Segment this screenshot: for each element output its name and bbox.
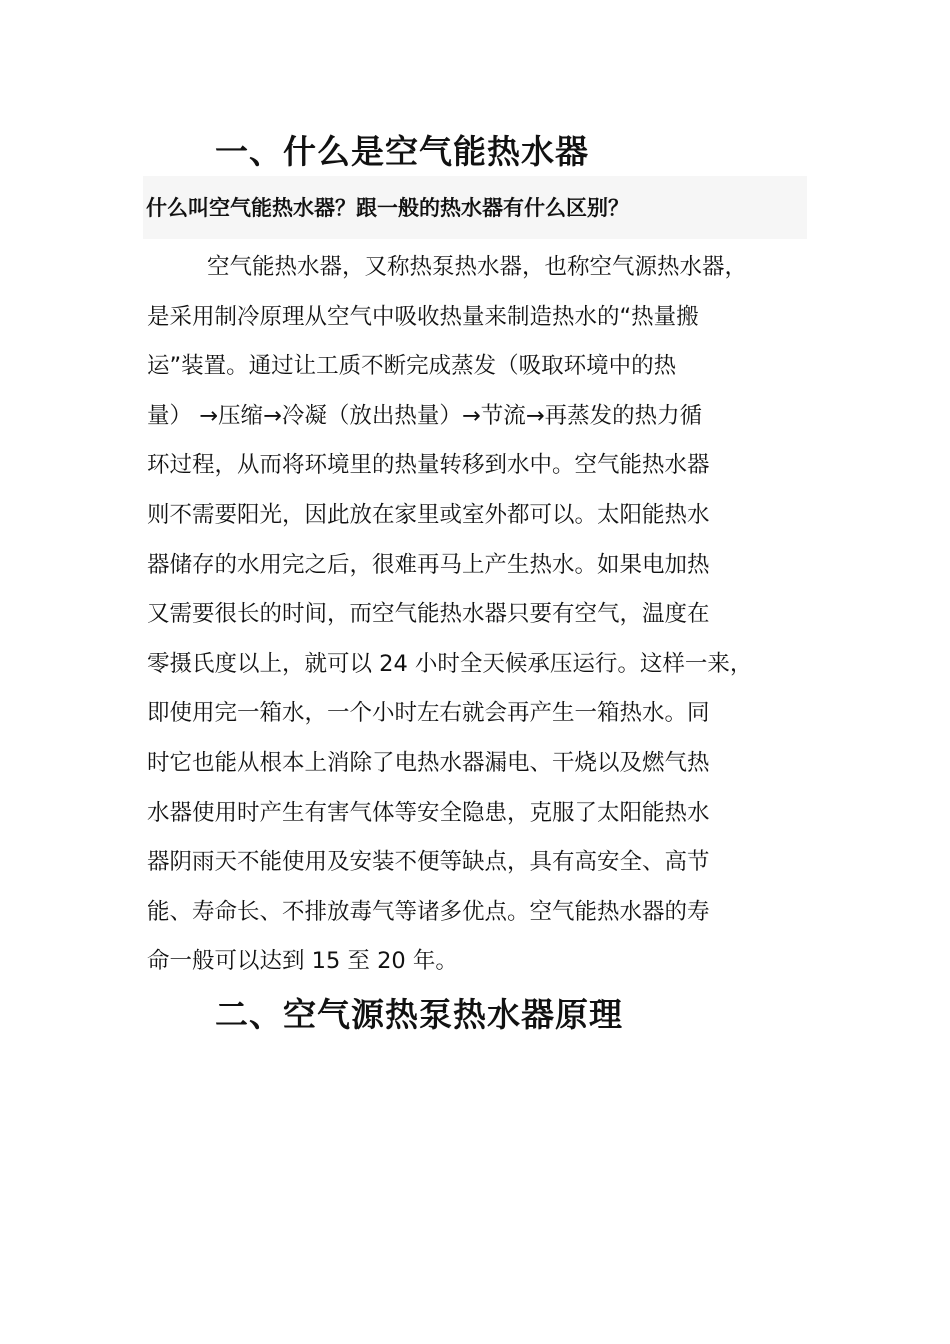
paragraph-line: 零摄氏度以上，就可以 24 小时全天候承压运行。这样一来，	[147, 650, 753, 677]
question-text: 什么叫空气能热水器？跟一般的热水器有什么区别？	[146, 196, 629, 220]
section-heading-1: 一、什么是空气能热水器	[215, 132, 589, 171]
paragraph-line: 环过程，从而将环境里的热量转移到水中。空气能热水器	[147, 452, 710, 479]
paragraph-line: 水器使用时产生有害气体等安全隐患，克服了太阳能热水	[147, 799, 710, 826]
paragraph-line: 命一般可以达到 15 至 20 年。	[147, 948, 458, 975]
paragraph-line: 器阴雨天不能使用及安装不便等缺点，具有高安全、高节	[147, 849, 710, 876]
paragraph-line: 空气能热水器，又称热泵热水器，也称空气源热水器，	[207, 254, 748, 280]
paragraph-line: 则不需要阳光，因此放在家里或室外都可以。太阳能热水	[147, 501, 710, 528]
paragraph-line: 量） →压缩→冷凝（放出热量）→节流→再蒸发的热力循	[147, 402, 703, 429]
paragraph-line: 能、寿命长、不排放毒气等诸多优点。空气能热水器的寿	[147, 898, 710, 925]
paragraph-line: 是采用制冷原理从空气中吸收热量来制造热水的“热量搬	[147, 303, 699, 330]
section-heading-2: 二、空气源热泵热水器原理	[215, 995, 623, 1034]
paragraph-line: 时它也能从根本上消除了电热水器漏电、干烧以及燃气热	[147, 749, 710, 776]
paragraph-line: 即使用完一箱水，一个小时左右就会再产生一箱热水。同	[147, 700, 710, 727]
paragraph-line: 又需要很长的时间，而空气能热水器只要有空气，温度在	[147, 601, 710, 628]
body-paragraph	[147, 250, 812, 994]
paragraph-line: 器储存的水用完之后，很难再马上产生热水。如果电加热	[147, 551, 710, 578]
paragraph-line: 运”装置。通过让工质不断完成蒸发（吸取环境中的热	[147, 353, 677, 380]
question-banner	[143, 176, 807, 239]
